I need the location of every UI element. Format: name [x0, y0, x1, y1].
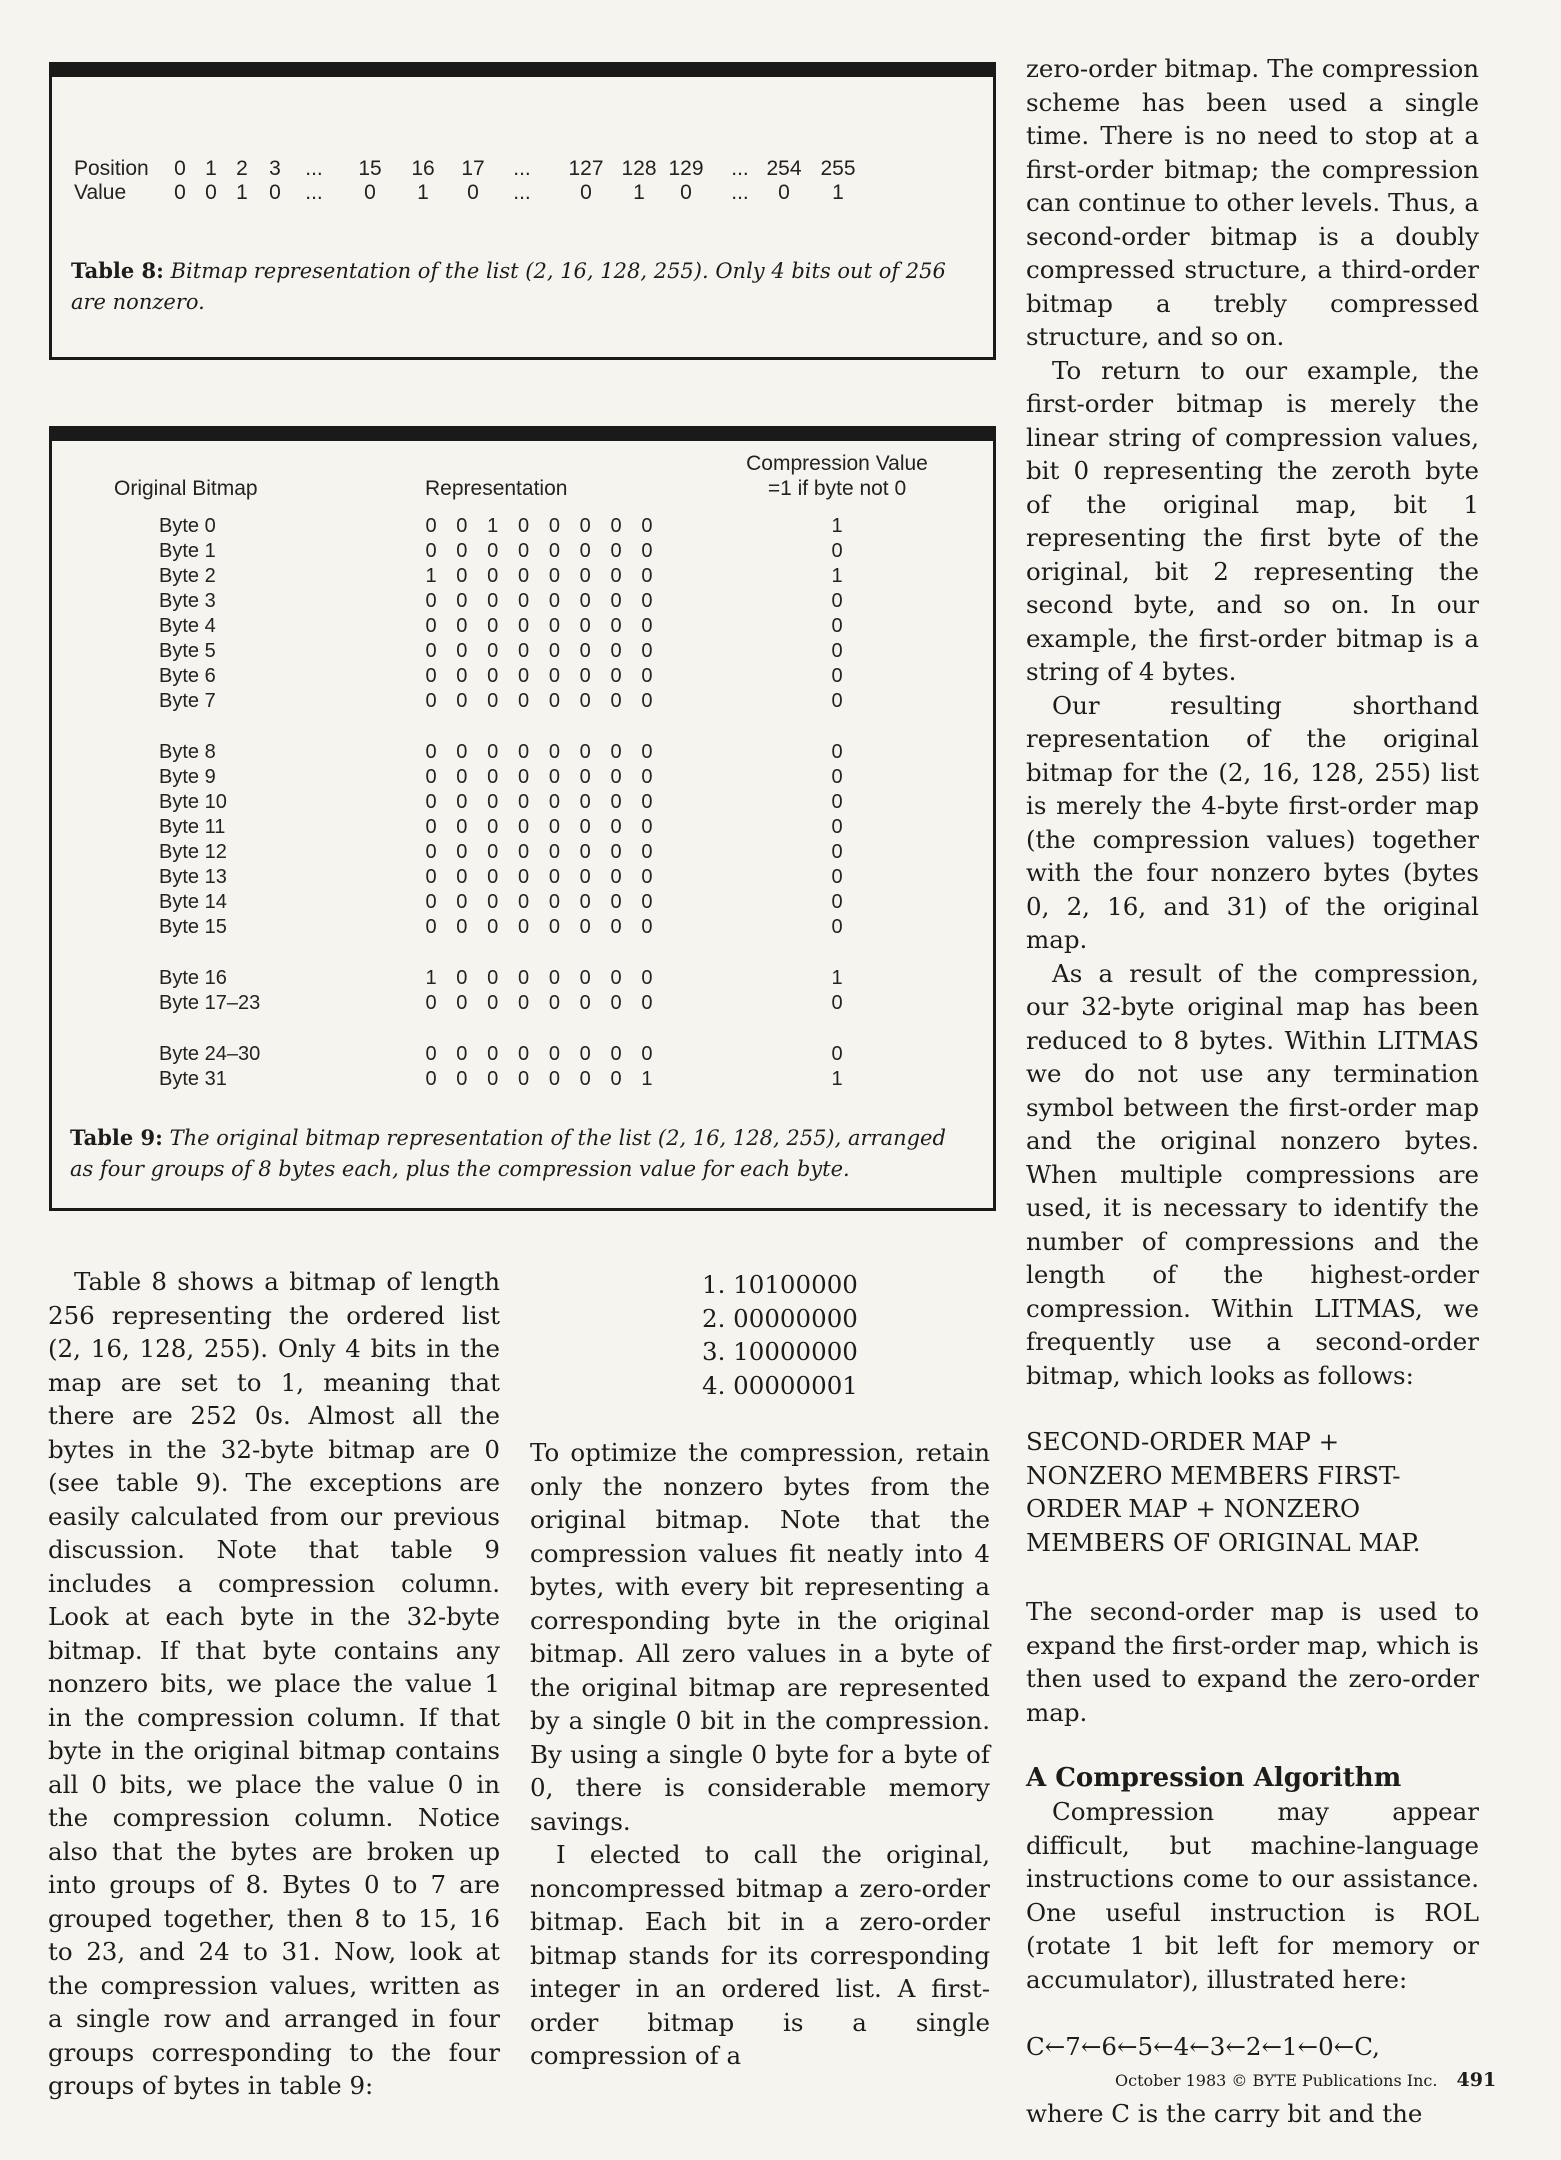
- bit-value: 0: [487, 590, 499, 612]
- bit-value: 0: [610, 640, 622, 662]
- bit-value: 0: [487, 741, 499, 763]
- bit-value: 0: [456, 841, 468, 863]
- byte-name: Byte 15: [159, 916, 227, 938]
- bit-value: 0: [487, 816, 499, 838]
- position-cell: 255: [820, 157, 856, 180]
- bit-value: 0: [425, 741, 437, 763]
- header-original-bitmap: Original Bitmap: [114, 477, 258, 500]
- value-cell: 0: [467, 181, 479, 204]
- bit-value: 0: [487, 665, 499, 687]
- bit-value: 0: [517, 515, 530, 537]
- bit-value: 0: [425, 540, 437, 562]
- bit-value: 0: [456, 640, 468, 662]
- bit-value: 0: [456, 590, 468, 612]
- bit-value: 0: [487, 1043, 499, 1065]
- value-cell: 0: [205, 181, 217, 204]
- bit-value: 0: [579, 565, 591, 587]
- bit-value: 0: [548, 640, 560, 662]
- bit-value: 0: [425, 816, 437, 838]
- bit-value: 0: [456, 515, 468, 537]
- bit-value: 0: [610, 866, 622, 888]
- bit-value: 1: [425, 565, 437, 587]
- section-heading: A Compression Algorithm: [1026, 1763, 1402, 1793]
- bit-value: 0: [610, 916, 622, 938]
- position-cell: 129: [668, 157, 704, 180]
- bit-value: 0: [517, 866, 530, 888]
- bit-value: 0: [610, 515, 622, 537]
- bit-value: 0: [641, 741, 653, 763]
- bit-value: 0: [579, 791, 591, 813]
- page-number: 491: [1456, 2069, 1497, 2091]
- value-cell: 1: [417, 181, 429, 204]
- compression-value: 0: [831, 766, 843, 788]
- bit-value: 0: [425, 1068, 437, 1090]
- byte-bits: [424, 916, 654, 939]
- bit-value: 0: [548, 590, 560, 612]
- bit-value: 0: [579, 916, 591, 938]
- bit-value: 0: [456, 992, 468, 1014]
- bit-value: 0: [425, 866, 437, 888]
- list-item: 3. 10000000: [702, 1337, 858, 1366]
- byte-bits: [424, 891, 654, 914]
- byte-bits: [424, 967, 654, 990]
- bit-value: 0: [425, 665, 437, 687]
- bit-value: 0: [456, 690, 468, 712]
- bit-value: 0: [517, 992, 530, 1014]
- compression-value: 0: [831, 615, 843, 637]
- bit-value: 0: [641, 766, 653, 788]
- compression-value: 0: [831, 891, 843, 913]
- compression-value: 0: [831, 791, 843, 813]
- bit-value: 0: [641, 791, 653, 813]
- byte-bits: [424, 515, 654, 538]
- byte-bits: [424, 590, 654, 613]
- bit-value: 0: [456, 967, 468, 989]
- paragraph: where C is the carry bit and the: [1026, 2098, 1423, 2128]
- bit-value: 0: [425, 515, 437, 537]
- paragraph: To optimize the compression, retain only the nonzero bytes from the original bitmap. Note that the compression values fit neatly into 4 bytes, with every bit representing a corresponding byte in the original bitmap. All zero values in a byte of the original bitmap are represented by a single 0 bit in the compression. By using a single 0 byte for a byte of 0, there is considerable memory savings.: [530, 1438, 990, 1836]
- bit-value: 0: [517, 916, 530, 938]
- value-cell: ...: [513, 181, 531, 204]
- bit-value: 0: [425, 916, 437, 938]
- bit-value: 0: [487, 615, 499, 637]
- bit-value: 0: [487, 967, 499, 989]
- compression-value: 1: [831, 1068, 843, 1090]
- second-order-map-formula: SECOND-ORDER MAP + NONZERO MEMBERS FIRST-ORDER MAP + NONZERO MEMBERS OF ORIGINAL MAP.: [1026, 1427, 1421, 1557]
- byte-name: Byte 13: [159, 866, 227, 888]
- value-cell: 0: [364, 181, 376, 204]
- byte-bits: [424, 690, 654, 713]
- byte-bits: [424, 1043, 654, 1066]
- byte-bits: [424, 1068, 654, 1091]
- compression-value: 0: [831, 540, 843, 562]
- bit-value: 0: [456, 615, 468, 637]
- position-cell: 1: [205, 157, 217, 180]
- bit-value: 0: [641, 590, 653, 612]
- bit-value: 0: [641, 841, 653, 863]
- bit-value: 0: [456, 1068, 468, 1090]
- bit-value: 0: [610, 816, 622, 838]
- bit-value: 0: [579, 866, 591, 888]
- bit-value: 0: [487, 565, 499, 587]
- bit-value: 0: [487, 891, 499, 913]
- bit-value: 0: [548, 891, 560, 913]
- table-9-caption-text: The original bitmap representation of the list (2, 16, 128, 255), arranged as four groups of 8 bytes each, plus the compression value for each byte.: [70, 1126, 946, 1181]
- bit-value: 0: [517, 640, 530, 662]
- bit-value: 0: [548, 992, 560, 1014]
- bit-value: 0: [579, 967, 591, 989]
- bit-value: 0: [456, 791, 468, 813]
- value-cell: 0: [174, 181, 186, 204]
- byte-name: Byte 1: [159, 540, 216, 562]
- table-9-caption: [70, 1122, 973, 1185]
- byte-bits: [424, 866, 654, 889]
- value-cell: 0: [778, 181, 790, 204]
- bit-value: 0: [641, 816, 653, 838]
- bit-value: 0: [641, 565, 653, 587]
- table-9: [49, 426, 996, 1211]
- byte-bits: [424, 841, 654, 864]
- bit-value: 1: [425, 967, 437, 989]
- bit-value: 0: [456, 665, 468, 687]
- table-8: [49, 62, 996, 360]
- column-1: [48, 1265, 500, 2103]
- bit-value: 0: [610, 665, 622, 687]
- byte-bits: [424, 665, 654, 688]
- bit-value: 0: [487, 992, 499, 1014]
- bit-value: 0: [610, 590, 622, 612]
- bit-value: 0: [456, 891, 468, 913]
- paragraph: zero-order bitmap. The compression scheme has been used a single time. There is no need to stop at a first-order bitmap; the compression can continue to other levels. Thus, a second-order bitmap is a doubly compressed structure, a third-order bitmap a trebly compressed structure, and so on.: [1026, 54, 1479, 351]
- byte-name: Byte 9: [159, 766, 216, 788]
- compression-value: 0: [831, 665, 843, 687]
- byte-name: Byte 31: [159, 1068, 227, 1090]
- bit-value: 0: [425, 590, 437, 612]
- byte-name: Byte 0: [159, 515, 216, 537]
- byte-name: Byte 11: [159, 816, 226, 838]
- compression-value: 0: [831, 640, 843, 662]
- bit-value: 0: [456, 816, 468, 838]
- position-cell: ...: [305, 157, 323, 180]
- bit-value: 0: [579, 515, 591, 537]
- bit-value: 0: [610, 891, 622, 913]
- bit-value: 0: [425, 766, 437, 788]
- bit-value: 0: [517, 891, 530, 913]
- table-8-caption: [71, 255, 973, 318]
- bit-value: 0: [641, 690, 653, 712]
- table-top-rule: [52, 429, 993, 441]
- bit-value: 0: [456, 1043, 468, 1065]
- bit-value: 0: [579, 1043, 591, 1065]
- bit-value: 0: [610, 690, 622, 712]
- bit-value: 0: [487, 540, 499, 562]
- byte-name: Byte 6: [159, 665, 216, 687]
- table-8-caption-text: Bitmap representation of the list (2, 16, 128, 255). Only 4 bits out of 256 are nonzero.: [71, 259, 946, 314]
- byte-name: Byte 8: [159, 741, 216, 763]
- bit-value: 0: [579, 540, 591, 562]
- value-cell: ...: [305, 181, 323, 204]
- bit-value: 0: [425, 615, 437, 637]
- list-item: 1. 10100000: [702, 1270, 858, 1299]
- bit-value: 0: [548, 615, 560, 637]
- bit-value: 0: [487, 866, 499, 888]
- compression-value: 1: [831, 565, 843, 587]
- compression-value: 0: [831, 866, 843, 888]
- byte-name: Byte 2: [159, 565, 216, 587]
- paragraph: Our resulting shorthand representation of the original bitmap for the (2, 16, 128, 255) list is merely the 4-byte first-order map (the compression values) together with the four nonzero bytes (bytes 0, 2, 16, and 31) of the original map.: [1026, 690, 1479, 954]
- bit-value: 0: [456, 766, 468, 788]
- column-3: [1026, 52, 1479, 2130]
- compression-value: 0: [831, 590, 843, 612]
- bit-value: 0: [610, 766, 622, 788]
- value-cell: 1: [236, 181, 248, 204]
- bit-value: 0: [425, 891, 437, 913]
- bit-value: 0: [548, 766, 560, 788]
- byte-name: Byte 10: [159, 791, 227, 813]
- position-cell: 2: [236, 157, 248, 180]
- position-cell: 3: [269, 157, 281, 180]
- bit-value: 0: [579, 816, 591, 838]
- bit-value: 0: [517, 615, 530, 637]
- bit-value: 0: [517, 565, 530, 587]
- bit-value: 0: [548, 841, 560, 863]
- byte-name: Byte 16: [159, 967, 227, 989]
- paragraph: I elected to call the original, noncompressed bitmap a zero-order bitmap. Each bit in a zero-order bitmap stands for its corresponding integer in an ordered list. A first-order bitmap is a single compression of a: [530, 1840, 990, 2070]
- value-cell: 0: [269, 181, 281, 204]
- position-cell: 127: [568, 157, 604, 180]
- bit-value: 0: [487, 841, 499, 863]
- bit-value: 0: [517, 690, 530, 712]
- bit-value: 0: [548, 690, 560, 712]
- bit-value: 0: [610, 1043, 622, 1065]
- paragraph: The second-order map is used to expand the first-order map, which is then used to expand the zero-order map.: [1026, 1597, 1479, 1727]
- bit-value: 0: [517, 766, 530, 788]
- position-cell: 254: [766, 157, 802, 180]
- byte-name: Byte 7: [159, 690, 216, 712]
- byte-bits: [424, 816, 654, 839]
- bit-value: 0: [517, 967, 530, 989]
- bit-value: 0: [610, 992, 622, 1014]
- bit-value: 0: [548, 967, 560, 989]
- header-representation: Representation: [425, 477, 568, 500]
- bit-value: 0: [487, 1068, 499, 1090]
- position-cell: 17: [461, 157, 485, 180]
- footer-credit: October 1983 © BYTE Publications Inc.: [1115, 2071, 1438, 2090]
- bit-value: 0: [487, 766, 499, 788]
- bit-value: 0: [641, 916, 653, 938]
- bit-value: 0: [641, 866, 653, 888]
- bit-value: 0: [610, 967, 622, 989]
- compression-value: 1: [831, 967, 843, 989]
- byte-name: Byte 17–23: [159, 992, 261, 1014]
- bit-value: 0: [610, 1068, 622, 1090]
- bit-value: 0: [456, 916, 468, 938]
- position-label: Position: [74, 157, 149, 180]
- bit-value: 0: [579, 1068, 591, 1090]
- page-footer: [1115, 2069, 1496, 2091]
- paragraph: As a result of the compression, our 32-byte original map has been reduced to 8 bytes. Within LITMAS we do not use any termination symbol between the first-order map and the original nonzero bytes. When multiple compressions are used, it is necessary to identify the number of compressions and the length of the highest-order compression. Within LITMAS, we frequently use a second-order bitmap, which looks as follows:: [1026, 958, 1479, 1390]
- list-item: 2. 00000000: [702, 1303, 858, 1333]
- value-cell: 1: [832, 181, 844, 204]
- value-cell: 1: [633, 181, 645, 204]
- bit-value: 0: [579, 640, 591, 662]
- bit-value: 0: [610, 791, 622, 813]
- bit-value: 0: [548, 916, 560, 938]
- table-8-caption-lead: Table 8:: [71, 258, 164, 283]
- bit-value: 0: [641, 891, 653, 913]
- byte-bits: [424, 992, 654, 1015]
- bit-value: 0: [579, 841, 591, 863]
- position-cell: ...: [731, 157, 749, 180]
- byte-bits: [424, 540, 654, 563]
- compression-value: 0: [831, 690, 843, 712]
- bit-value: 0: [579, 690, 591, 712]
- bit-value: 0: [456, 741, 468, 763]
- bit-value: 0: [579, 766, 591, 788]
- paragraph: Compression may appear difficult, but machine-language instructions come to our assistance. One useful instruction is ROL (rotate 1 bit left for memory or accumulator), illustrated here:: [1026, 1797, 1479, 1994]
- bit-value: 0: [548, 515, 560, 537]
- compression-value: 0: [831, 816, 843, 838]
- bit-value: 0: [517, 816, 530, 838]
- byte-name: Byte 12: [159, 841, 227, 863]
- bit-value: 0: [456, 565, 468, 587]
- byte-bits: [424, 791, 654, 814]
- bit-value: 0: [425, 640, 437, 662]
- value-cell: ...: [731, 181, 749, 204]
- bit-value: 0: [517, 590, 530, 612]
- bit-value: 0: [548, 866, 560, 888]
- bit-value: 0: [579, 665, 591, 687]
- value-label: Value: [74, 181, 127, 204]
- bit-value: 0: [456, 866, 468, 888]
- compression-value: 0: [831, 916, 843, 938]
- bit-value: 0: [641, 640, 653, 662]
- position-cell: 0: [174, 157, 186, 180]
- column-2: [530, 1436, 990, 2073]
- byte-bits: [424, 741, 654, 764]
- bit-value: 0: [548, 565, 560, 587]
- compression-value: 1: [831, 515, 843, 537]
- compression-values-list: [702, 1268, 858, 1402]
- table-top-rule: [52, 65, 993, 77]
- byte-name: Byte 24–30: [159, 1043, 261, 1065]
- compression-value: 0: [831, 741, 843, 763]
- header-compression-line2: =1 if byte not 0: [767, 477, 907, 500]
- paragraph: To return to our example, the first-order bitmap is merely the linear string of compression values, bit 0 representing the zeroth byte of the original map, bit 1 representing the first byte of the original, bit 2 representing the second byte, and so on. In our example, the first-order bitmap is a string of 4 bytes.: [1026, 355, 1479, 686]
- list-item: 4. 00000001: [702, 1370, 858, 1400]
- byte-name: Byte 3: [159, 590, 216, 612]
- compression-value: 0: [831, 841, 843, 863]
- bit-value: 0: [610, 741, 622, 763]
- bit-value: 0: [517, 841, 530, 863]
- bit-value: 0: [456, 540, 468, 562]
- position-cell: 128: [621, 157, 657, 180]
- bit-value: 0: [610, 565, 622, 587]
- byte-name: Byte 4: [159, 615, 216, 637]
- rol-formula: C←7←6←5←4←3←2←1←0←C,: [1026, 2032, 1380, 2061]
- bit-value: 0: [548, 540, 560, 562]
- bit-value: 0: [548, 791, 560, 813]
- bit-value: 1: [487, 515, 499, 537]
- bit-value: 0: [487, 690, 499, 712]
- bit-value: 0: [425, 690, 437, 712]
- bit-value: 0: [487, 916, 499, 938]
- bit-value: 0: [487, 640, 499, 662]
- bit-value: 0: [517, 1043, 530, 1065]
- bit-value: 0: [641, 515, 653, 537]
- value-cell: 0: [580, 181, 592, 204]
- bit-value: 0: [425, 841, 437, 863]
- bit-value: 0: [517, 540, 530, 562]
- bit-value: 0: [425, 992, 437, 1014]
- bit-value: 0: [641, 615, 653, 637]
- bit-value: 0: [548, 1043, 560, 1065]
- position-cell: 16: [411, 157, 435, 180]
- byte-bits: [424, 766, 654, 789]
- header-compression-line1: Compression Value: [746, 452, 928, 475]
- table-9-caption-lead: Table 9:: [70, 1125, 163, 1150]
- bit-value: 0: [641, 1043, 653, 1065]
- bit-value: 0: [579, 992, 591, 1014]
- bit-value: 0: [641, 665, 653, 687]
- bit-value: 0: [610, 540, 622, 562]
- header-compression-value: [722, 451, 952, 501]
- compression-value: 0: [831, 992, 843, 1014]
- bit-value: 0: [517, 791, 530, 813]
- bit-value: 0: [641, 540, 653, 562]
- bit-value: 0: [579, 891, 591, 913]
- bit-value: 0: [548, 741, 560, 763]
- bit-value: 0: [610, 615, 622, 637]
- bit-value: 0: [579, 615, 591, 637]
- bit-value: 0: [425, 791, 437, 813]
- byte-bits: [424, 640, 654, 663]
- bit-value: 1: [641, 1068, 653, 1090]
- value-cell: 0: [680, 181, 692, 204]
- position-cell: 15: [358, 157, 382, 180]
- bit-value: 0: [517, 741, 530, 763]
- bit-value: 0: [579, 741, 591, 763]
- position-cell: ...: [513, 157, 531, 180]
- paragraph: Table 8 shows a bitmap of length 256 representing the ordered list (2, 16, 128, 255). Only 4 bits in the map are set to 1, meaning that there are 252 0s. Almost all the bytes in the 32-byte bitmap are 0 (see table 9). The exceptions are easily calculated from our previous discussion. Note that table 9 includes a compression column. Look at each byte in the 32-byte bitmap. If that byte contains any nonzero bits, we place the value 1 in the compression column. If that byte in the original bitmap contains all 0 bits, we place the value 0 in the compression column. Notice also that the bytes are broken up into groups of 8. Bytes 0 to 7 are grouped together, then 8 to 15, 16 to 23, and 24 to 31. Now, look at the compression values, written as a single row and arranged in four groups corresponding to the four groups of bytes in table 9:: [48, 1267, 500, 2100]
- bit-value: 0: [579, 590, 591, 612]
- bit-value: 0: [548, 665, 560, 687]
- bit-value: 0: [610, 841, 622, 863]
- byte-name: Byte 5: [159, 640, 216, 662]
- bit-value: 0: [641, 992, 653, 1014]
- bit-value: 0: [517, 665, 530, 687]
- bit-value: 0: [517, 1068, 530, 1090]
- byte-bits: [424, 615, 654, 638]
- compression-value: 0: [831, 1043, 843, 1065]
- bit-value: 0: [548, 816, 560, 838]
- bit-value: 0: [425, 1043, 437, 1065]
- bit-value: 0: [487, 791, 499, 813]
- bit-value: 0: [548, 1068, 560, 1090]
- bit-value: 0: [641, 967, 653, 989]
- byte-bits: [424, 565, 654, 588]
- byte-name: Byte 14: [159, 891, 227, 913]
